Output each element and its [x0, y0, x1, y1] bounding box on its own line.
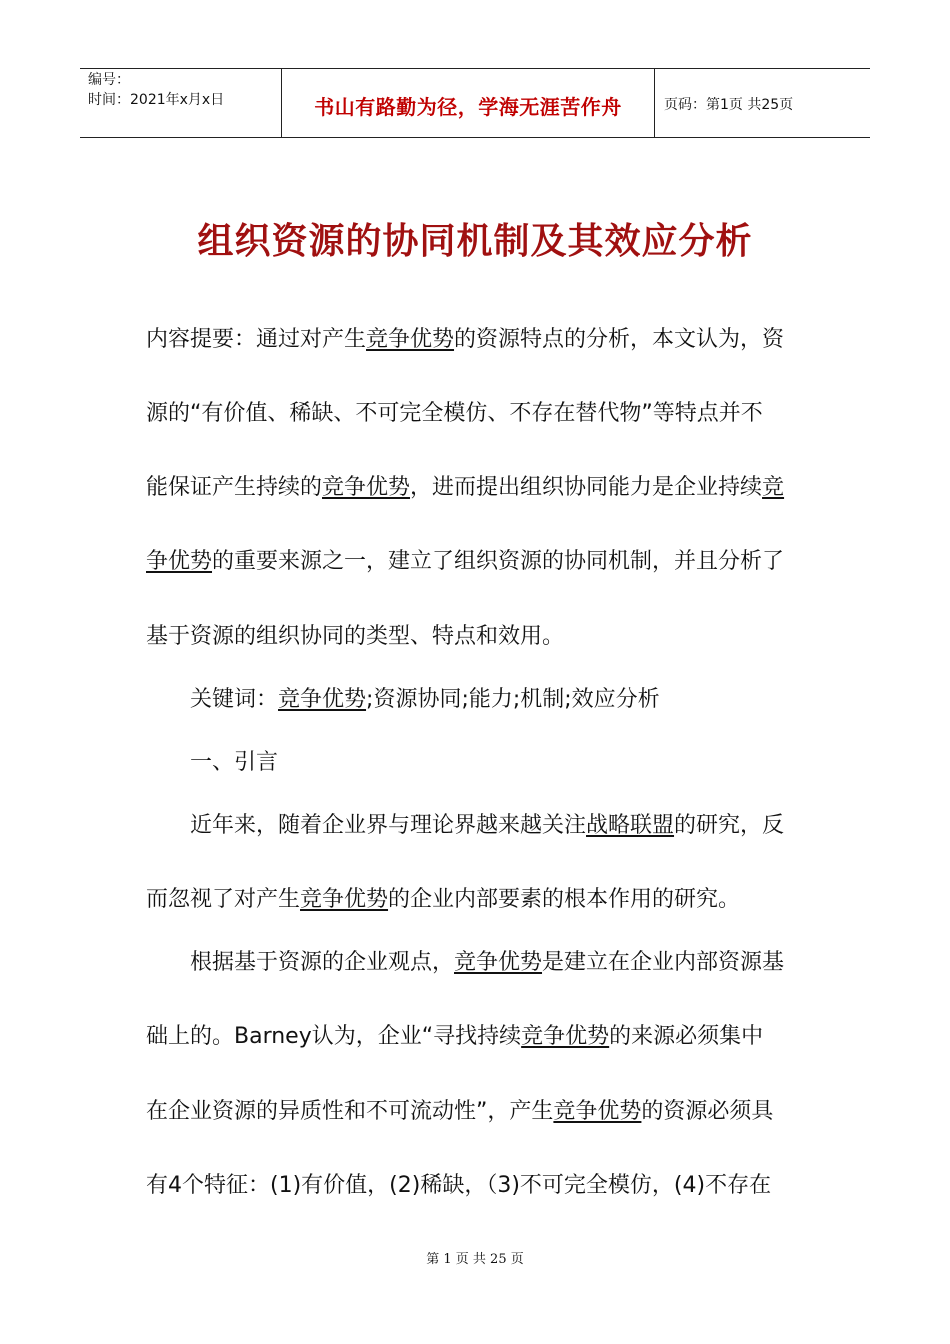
paragraph-line: 能保证产生持续的竞争优势，进而提出组织协同能力是企业持续竞 — [146, 475, 785, 500]
paragraph-line: 而忽视了对产生竞争优势的企业内部要素的根本作用的研究。 — [146, 887, 741, 912]
header-motto-cell — [282, 69, 655, 137]
keyword-link: 竞争优势 — [521, 1024, 610, 1049]
keyword-link: 竞争优势 — [553, 1099, 642, 1124]
keyword-link: 竞争优势 — [322, 475, 411, 500]
header-table — [80, 68, 870, 138]
page-info: 页码：第1页 共25页 — [664, 97, 794, 113]
keyword-link: 竞争优势 — [454, 950, 543, 975]
paragraph-line: 源的“有价值、稀缺、不可完全模仿、不存在替代物”等特点并不 — [146, 401, 763, 426]
paragraph-line: 有4个特征：(1)有价值，(2)稀缺，（3)不可完全模仿，(4)不存在 — [146, 1173, 772, 1198]
keywords-line: 关键词：竞争优势;资源协同;能力;机制;效应分析 — [190, 687, 660, 712]
keyword-link: 争优势 — [146, 549, 213, 574]
keyword-link: 竞争优势 — [300, 887, 389, 912]
keyword-link: 竞 — [762, 475, 785, 500]
paragraph-line: 在企业资源的异质性和不可流动性”，产生竞争优势的资源必须具 — [146, 1099, 774, 1124]
keyword-link: 战略联盟 — [586, 813, 675, 838]
document-title: 组织资源的协同机制及其效应分析 — [197, 221, 753, 262]
paragraph-line: 础上的。Barney认为，企业“寻找持续竞争优势的来源必须集中 — [146, 1024, 764, 1049]
number-label: 编号： — [88, 72, 130, 88]
keyword-link: 竞争优势 — [366, 327, 455, 352]
section-heading: 一、引言 — [190, 750, 279, 775]
date-label: 时间：2021年x月x日 — [88, 92, 225, 108]
motto-text: 书山有路勤为径，学海无涯苦作舟 — [314, 95, 622, 119]
keyword-link: 竞争优势 — [278, 687, 367, 712]
paragraph-line: 基于资源的组织协同的类型、特点和效用。 — [146, 624, 565, 649]
header-meta-cell — [80, 69, 282, 137]
paragraph-line: 近年来，随着企业界与理论界越来越关注战略联盟的研究，反 — [190, 813, 785, 838]
header-page-cell — [655, 69, 870, 137]
page-footer: 第 1 页 共 25 页 — [426, 1252, 524, 1267]
paragraph-line: 争优势的重要来源之一，建立了组织资源的协同机制，并且分析了 — [146, 549, 785, 574]
paragraph-line: 内容提要：通过对产生竞争优势的资源特点的分析，本文认为，资 — [146, 327, 785, 352]
paragraph-line: 根据基于资源的企业观点，竞争优势是建立在企业内部资源基 — [190, 950, 785, 975]
